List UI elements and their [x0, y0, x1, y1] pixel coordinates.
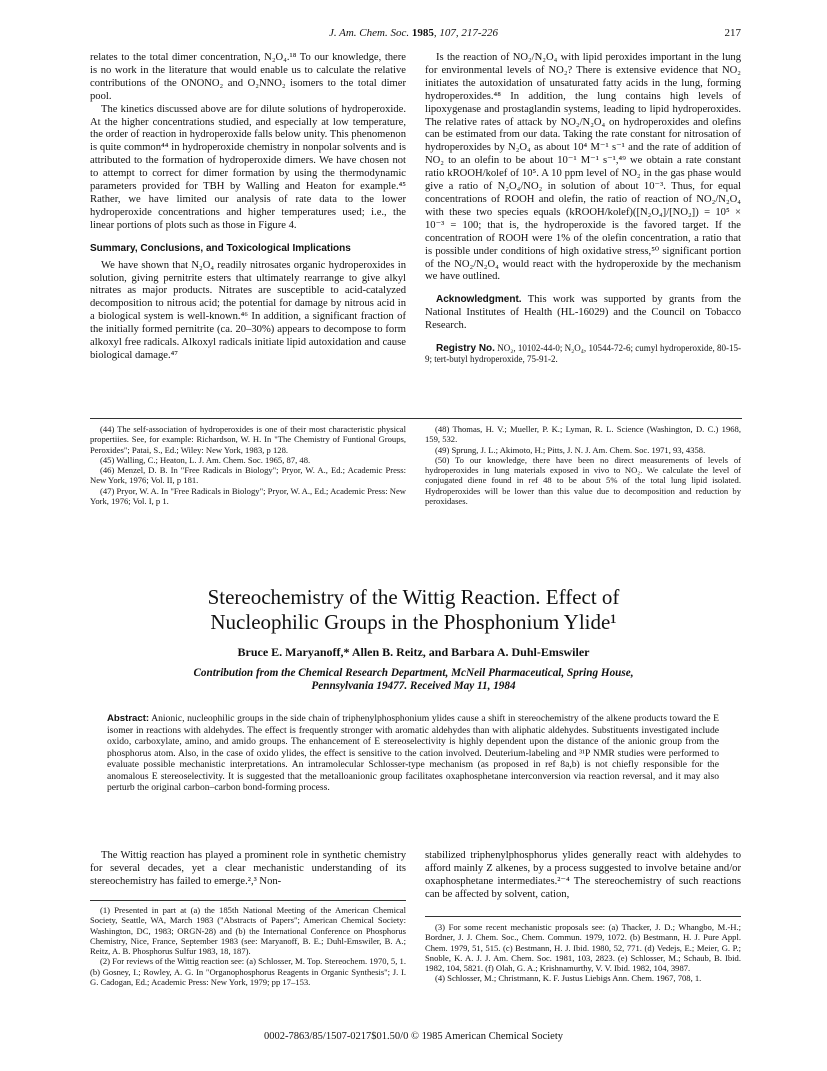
footnote-divider-bottom	[90, 900, 406, 901]
article-body-left-text: The Wittig reaction has played a prominent role in synthetic chemistry for several decades, yet a clear mechanistic understanding of its stereochemistry has failed to emerge.²,³ Non-	[90, 850, 406, 887]
abstract	[107, 713, 719, 794]
journal-citation: , 107, 217-226	[433, 27, 499, 39]
page-footer: 0002-7863/85/1507-0217$01.50/0 © 1985 American Chemical Society	[263, 1031, 564, 1042]
article-title-line-1: Stereochemistry of the Wittig Reaction. Effect of	[207, 585, 620, 609]
left-para-1: relates to the total dimer concentration, N₂O₄.¹⁸ To our knowledge, there is no work in the literature that would enable us to calculate the relative contributions of the ONONO₂ and O₂NNO₂ isomers to the total dimer pool.	[90, 52, 406, 102]
affiliation-line-2: Pennsylvania 19477. Received May 11, 1984	[311, 680, 516, 692]
registry-label: Registry No.	[436, 343, 495, 355]
footnote-divider-top	[90, 418, 742, 419]
affiliation-line-1: Contribution from the Chemical Research Department, McNeil Pharmaceutical, Spring House,	[193, 667, 634, 679]
footnote-47: (47) Pryor, W. A. In "Free Radicals in Biology"; Pryor, W. A., Ed.; Academic Press: New York, 1976; Vol. I, p 1.	[90, 485, 406, 507]
page-number: 217	[724, 27, 741, 39]
footnote-45: (45) Walling, C.; Heaton, L. J. Am. Chem. Soc. 1965, 87, 48.	[100, 454, 311, 465]
footnote-2: (2) For reviews of the Wittig reaction see: (a) Schlosser, M. Top. Stereochem. 1970, 5, 1. (b) Gosney, I.; Rowley, A. G. In "Organophosphorus Reagents in Organic Synthesis"; J. I. G. Cadogan, Ed.; Academic Press: New York, 1979; pp 17–153.	[90, 956, 406, 988]
acknowledgment-label: Acknowledgment.	[436, 294, 522, 306]
footnote-46: (46) Menzel, D. B. In "Free Radicals in Biology"; Pryor, W. A., Ed.; Academic Press: New York, 1976; Vol. II, p 181.	[90, 465, 406, 486]
footnote-48: (48) Thomas, H. V.; Mueller, P. K.; Lyman, R. L. Science (Washington, D. C.) 1968, 159, 532.	[425, 424, 741, 445]
article-body-right-text: stabilized triphenylphosphorus ylides generally react with aldehydes to afford mainly Z alkenes, by a process suggested to involve betaine and/or oxaphosphetane intermediates.²⁻⁴ The stereochemistry of such reactions can be affected by solvent, cation,	[425, 850, 741, 900]
abstract-label: Abstract:	[107, 713, 150, 724]
running-header	[0, 27, 827, 39]
footnote-49: (49) Sprung, J. L.; Akimoto, H.; Pitts, J. N. J. Am. Chem. Soc. 1971, 93, 4358.	[435, 444, 706, 455]
right-para-1: Is the reaction of NO₂/N₂O₄ with lipid peroxides important in the lung for environmental levels of NO₂? There is extensive evidence that NO₂ initiates the autoxidation of unsaturated fatty acids in the lung, forming hydroperoxides.⁴⁸ In addition, the lung contains high levels of lipoxygenase and prostaglandin systems, leading to lipid hydroperoxides. The relative rates of attack by NO₂/N₂O₄ on hydroperoxides and olefins can be estimated from our data. Taking the rate constant for nitrosation of hydroperoxides by N₂O₄ as about 10⁴ M⁻¹ s⁻¹ and the rate of addition of NO₂ to an olefin to be about 10⁻¹ M⁻¹ s⁻¹,⁴⁹ we obtain a rate constant ratio kROOH/kolef of 10⁵. A 10 ppm level of NO₂ in the gas phase would give a ratio of N₂O₄/NO₂ in solution of about 10⁻³. Thus, for equal concentrations of ROOH and olefin, the ratio of reaction of NO₂/N₂O₄ with these two species equals (kROOH/kolef)([N₂O₄]/[NO₂]) = 10⁵ × 10⁻³ = 100; that is, the hydroperoxide is the favored target. If the concentration of ROOH were 1% of the olefin concentration, a ratio that is possible under conditions of high oxidative stress,⁵⁰ significant portion of the NO₂/N₂O₄ would react with the hydroperoxide by the mechanism we have outlined.	[425, 52, 741, 283]
article-body-left	[90, 850, 406, 889]
acknowledgment	[425, 294, 741, 333]
footnote-50: (50) To our knowledge, there have been no direct measurements of levels of hydroperoxides in lung materials exposed in vivo to NO₂. We calculate the level of conjugated diene found in ref 48 to be about 5% of the total lung lipid isolated. Hydroperoxides will be lower than this value due to decomposition and reduction by peroxidases.	[425, 454, 741, 507]
article-affiliation	[0, 667, 827, 693]
article-authors: Bruce E. Maryanoff,* Allen B. Reitz, and Barbara A. Duhl-Emswiler	[237, 645, 590, 659]
article-body-right	[425, 850, 741, 902]
journal-name: J. Am. Chem. Soc.	[328, 27, 410, 39]
left-para-3: We have shown that N₂O₄ readily nitrosates organic hydroperoxides in solution, giving pernitrite esters that ultimately rearrange to give alkyl nitrates as major products. Nitrates are susceptible to acid-catalyzed decomposition to nitrous acid; the potential for damage by nitrous acid in a biological system is well-known.⁴⁶ In addition, a significant fraction of the initially formed pernitrite (ca. 20–30%) appears to decompose to form alkoxyl free radicals. Alkoxyl radicals initiate lipid autoxidation and cause biological damage.⁴⁷	[90, 259, 406, 361]
footnotes-bottom-right	[425, 922, 741, 984]
abstract-text: Anionic, nucleophilic groups in the side chain of triphenylphosphonium ylides cause a shift in stereochemistry of the alkene products toward the E isomer in reactions with aldehydes. The effect is frequently stronger with aromatic aldehydes than with aliphatic aldehydes. Substituents investigated include oxido, carboxylate, amino, and amido groups. The enhancement of E stereoselectivity is highly dependent upon the distance of the anionic group from the phosphorus atom. Also, in the case of oxido ylides, the effect is sensitive to the cation involved. Deuterium-labeling and ³¹P NMR studies were performed to evaluate possible mechanistic interpretations. An intramolecular Schlosser-type mechanism (as proposed in ref 8a,b) is not chiefly responsible for the anomalous E stereoselectivity. It is suggested that the metalloanionic group facilitates oxaphosphetane interconversion via reaction reversal, and it may also perturb the original carbon–carbon bond-forming process.	[107, 713, 719, 793]
footnote-divider-bottom-right	[425, 916, 741, 917]
article-title	[0, 585, 827, 635]
section-heading: Summary, Conclusions, and Toxicological Implications	[90, 242, 351, 254]
footnotes-top-right	[425, 424, 741, 506]
journal-year: 1985	[411, 27, 434, 39]
acknowledgment-text: This work was supported by grants from the National Institutes of Health (HL-16029) and the Council on Tobacco Research.	[425, 294, 741, 332]
footnote-44: (44) The self-association of hydroperoxides is one of their most characteristic physical propertiies. See, for example: Richardson, W. H. In "The Chemistry of Funtional Groups, Peroxides"; Patai, S., Ed.; Wiley: New York, 1983, p 128.	[90, 424, 406, 455]
right-column	[425, 52, 741, 365]
article-title-line-2: Nucleophilic Groups in the Phosphonium Ylide¹	[210, 610, 617, 634]
registry-numbers	[425, 343, 741, 365]
footnotes-top-left	[90, 424, 406, 506]
footnote-1: (1) Presented in part at (a) the 185th National Meeting of the American Chemical Society, Seattle, WA, March 1983 ("Abstracts of Papers"; American Chemical Society: Washington, DC, 1983; ORGN-28) and (b) the International Conference on Phosphorus Chemistry, Nice, France, September 1983 (see: Maryanoff, B. E.; Duhl-Emswiler, B. A.; Reitz, A. B. Phosphorus Sulfur 1983, 18, 187).	[90, 905, 406, 957]
left-para-2: The kinetics discussed above are for dilute solutions of hydroperoxide. At the higher concentrations studied, and especially at low temperature, the order of reaction in hydroperoxide falls below unity. This phenomenon is quite common⁴⁴ in hydroperoxide chemistry in nonpolar solvents and is attributed to the formation of hydroperoxide dimers. We have chosen not to attempt to correct for dimer formation by using the thermodynamic parameters provided for TBH by Walling and Heaton for example.⁴⁵ Rather, we have limited our analysis of rate data to the lower hydroperoxide concentrations and higher temperatures used; i.e., the linear portions of plots such as those in Figure 4.	[90, 103, 406, 231]
footnote-4: (4) Schlosser, M.; Christmann, K. F. Justus Liebigs Ann. Chem. 1967, 708, 1.	[435, 973, 702, 984]
footnotes-bottom-left	[90, 905, 406, 987]
footnote-3: (3) For some recent mechanistic proposals see: (a) Thacker, J. D.; Whangbo, M.-H.; Bordner, J. J. Chem. Soc., Chem. Commun. 1979, 1072. (b) Bestmann, H. J. Pure Appl. Chem. 1979, 51, 515. (c) Bestmann, H. J. Ibid. 1980, 52, 771. (d) Vedejs, E.; Meier, G. P.; Snoble, K. A. J. J. Am. Chem. Soc. 1981, 103, 2823. (e) Schlosser, M.; Schaub, B. Ibid. 1982, 104, 5821. (f) Olah, G. A.; Krishnamurthy, V. V. Ibid. 1982, 104, 3987.	[425, 922, 741, 974]
left-column	[90, 52, 406, 363]
registry-text: NO₂, 10102-44-0; N₂O₄, 10544-72-6; cumyl hydroperoxide, 80-15-9; tert-butyl hydroperoxide, 75-91-2.	[425, 343, 742, 365]
